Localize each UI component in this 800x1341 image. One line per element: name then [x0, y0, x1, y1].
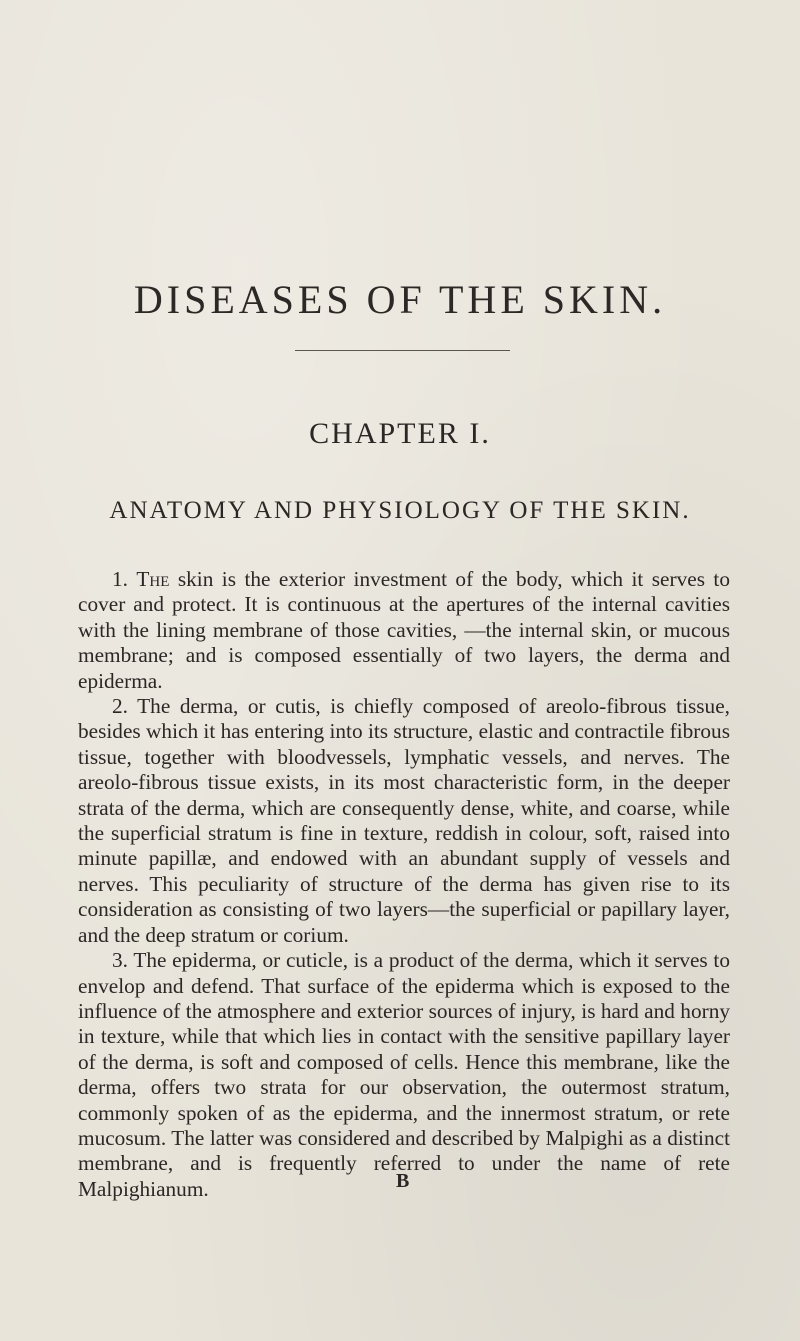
section-heading: ANATOMY AND PHYSIOLOGY OF THE SKIN. — [109, 497, 691, 524]
paragraph-number: 1. — [112, 567, 128, 591]
paragraph-text: The epiderma, or cuticle, is a product of the derma, which it serves to envelop and defend. That surface of the epiderma which is exposed to the influence of the atmosphere and exterior sources of injury, is hard and horny in texture, while that which lies in contact with the sensitive papillary layer of the derma, is soft and composed of cells. Hence this membrane, like the derma, offers two strata for our observation, the outermost stratum, commonly spoken of as the epiderma, and the innermost stratum, or rete mucosum. The latter was considered and described by Malpighi as a distinct membrane, and is frequently referred to under the name of rete Malpighianum. — [78, 948, 730, 1201]
paragraph-1 — [78, 567, 730, 694]
signature-mark: B — [396, 1170, 410, 1192]
paragraph-lead-word: The — [136, 567, 170, 591]
paragraph-number: 2. — [112, 694, 128, 719]
paragraph-3 — [78, 948, 730, 1202]
paragraph-2 — [78, 694, 730, 948]
chapter-heading: CHAPTER I. — [309, 417, 491, 450]
title-divider — [295, 350, 510, 351]
paragraph-text: skin is the exterior investment of the body, which it serves to cover and protect. It is continuous at the apertures of the internal cavities with the lining membrane of those cavities, —the internal skin, or mucous membrane; and is composed essentially of two layers, the derma and epiderma. — [78, 567, 730, 693]
book-title: DISEASES OF THE SKIN. — [133, 277, 667, 322]
body-text — [78, 567, 730, 1202]
paragraph-text: The derma, or cutis, is chiefly composed of areolo-fibrous tissue, besides which it has entering into its structure, elastic and contractile fibrous tissue, together with bloodvessels, lymphatic vessels, and nerves. The areolo-fibrous tissue exists, in its most characteristic form, in the deeper strata of the derma, which are consequently dense, white, and coarse, while the superficial stratum is fine in texture, reddish in colour, soft, raised into minute papillæ, and endowed with an abundant supply of vessels and nerves. This peculiarity of structure of the derma has given rise to its consideration as consisting of two layers—the superficial or papillary layer, and the deep stratum or corium. — [78, 694, 730, 947]
paragraph-number: 3. — [112, 948, 128, 973]
